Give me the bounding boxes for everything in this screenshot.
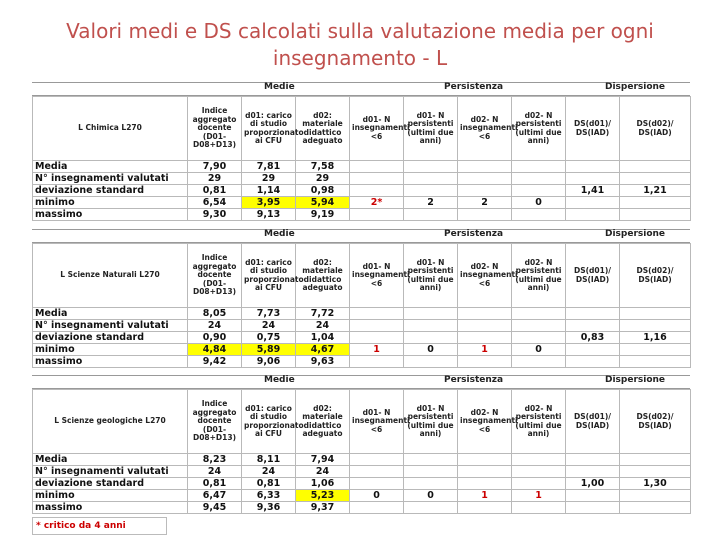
group-label-persistenza: Persistenza	[444, 82, 504, 92]
table-cell: 0,81	[188, 185, 242, 197]
table-row	[33, 466, 691, 478]
column-header: DS(d02)/ DS(IAD)	[620, 97, 691, 161]
table-cell: 1	[350, 344, 404, 356]
table-cell	[566, 308, 620, 320]
table-cell	[620, 490, 691, 502]
table-row	[33, 161, 691, 173]
table-cell: 8,23	[188, 454, 242, 466]
table-cell: 6,33	[242, 490, 296, 502]
table-cell	[350, 185, 404, 197]
column-header: Indice aggregato docente (D01-D08+D13)	[188, 390, 242, 454]
table-cell: 9,13	[242, 209, 296, 221]
table-cell: 2	[404, 197, 458, 209]
column-header: d02- N persistenti (ultimi due anni)	[512, 244, 566, 308]
row-label: massimo	[33, 209, 188, 221]
table-cell	[350, 478, 404, 490]
table-cell: 29	[242, 173, 296, 185]
table-cell: 1,06	[296, 478, 350, 490]
table-cell	[566, 490, 620, 502]
column-header: d01- N persistenti (ultimi due anni)	[404, 97, 458, 161]
table-cell: 7,72	[296, 308, 350, 320]
table-cell	[620, 173, 691, 185]
table-cell	[458, 185, 512, 197]
table-cell	[404, 466, 458, 478]
table-cell: 8,05	[188, 308, 242, 320]
table-cell	[620, 344, 691, 356]
table-cell	[566, 356, 620, 368]
table-cell: 1	[458, 344, 512, 356]
table-cell	[404, 454, 458, 466]
table-cell: 29	[296, 173, 350, 185]
table-cell	[566, 209, 620, 221]
table-cell: 6,47	[188, 490, 242, 502]
group-label-dispersione: Dispersione	[605, 82, 666, 92]
table-row	[33, 502, 691, 514]
table-cell: 7,94	[296, 454, 350, 466]
column-header: Indice aggregato docente (D01-D08+D13)	[188, 244, 242, 308]
table-cell: 24	[296, 466, 350, 478]
table-cell	[566, 320, 620, 332]
table-cell	[350, 161, 404, 173]
table-cell	[350, 454, 404, 466]
table-cell	[566, 502, 620, 514]
row-label: deviazione standard	[33, 185, 188, 197]
table-cell	[620, 209, 691, 221]
data-table	[32, 389, 691, 514]
table-cell: 9,30	[188, 209, 242, 221]
table-cell: 29	[188, 173, 242, 185]
table-cell	[458, 320, 512, 332]
column-header: d01: carico di studio proporzionato ai CFU	[242, 390, 296, 454]
column-header: d02- N persistenti (ultimi due anni)	[512, 97, 566, 161]
table-cell: 1,00	[566, 478, 620, 490]
column-header: DS(d02)/ DS(IAD)	[620, 244, 691, 308]
table-cell: 24	[242, 320, 296, 332]
table-cell: 24	[242, 466, 296, 478]
row-label: N° insegnamenti valutati	[33, 173, 188, 185]
table-cell	[404, 209, 458, 221]
table-cell	[458, 478, 512, 490]
column-group-header	[32, 375, 690, 389]
row-label: Media	[33, 161, 188, 173]
row-label: massimo	[33, 502, 188, 514]
table-cell	[350, 466, 404, 478]
table-cell	[350, 173, 404, 185]
table-cell	[620, 320, 691, 332]
table-cell	[404, 161, 458, 173]
table-cell: 24	[296, 320, 350, 332]
table-cell	[512, 320, 566, 332]
group-label-persistenza: Persistenza	[444, 229, 504, 239]
column-header: d02- N insegnamenti <6	[458, 390, 512, 454]
table-cell	[566, 173, 620, 185]
table-cell	[458, 308, 512, 320]
table-cell	[350, 356, 404, 368]
table-cell	[512, 185, 566, 197]
table-block	[32, 229, 690, 368]
table-cell: 7,73	[242, 308, 296, 320]
table-cell: 0	[512, 197, 566, 209]
table-row	[33, 173, 691, 185]
table-cell	[620, 454, 691, 466]
table-cell	[512, 466, 566, 478]
column-header: d01: carico di studio proporzionato ai CFU	[242, 97, 296, 161]
table-cell: 6,54	[188, 197, 242, 209]
table-cell: 1,41	[566, 185, 620, 197]
table-cell: 5,94	[296, 197, 350, 209]
table-row	[33, 209, 691, 221]
table-cell	[512, 478, 566, 490]
table-cell: 24	[188, 466, 242, 478]
table-cell	[566, 454, 620, 466]
row-label: Media	[33, 454, 188, 466]
table-cell: 4,67	[296, 344, 350, 356]
row-label: N° insegnamenti valutati	[33, 320, 188, 332]
column-header: DS(d01)/ DS(IAD)	[566, 97, 620, 161]
column-header: DS(d01)/ DS(IAD)	[566, 244, 620, 308]
footnote: * critico da 4 anni	[32, 517, 167, 535]
table-cell: 1,21	[620, 185, 691, 197]
table-cell	[512, 209, 566, 221]
table-cell	[512, 332, 566, 344]
row-label: N° insegnamenti valutati	[33, 466, 188, 478]
table-cell	[566, 197, 620, 209]
column-header: d01: carico di studio proporzionato ai CFU	[242, 244, 296, 308]
table-cell	[404, 332, 458, 344]
table-cell: 1,14	[242, 185, 296, 197]
table-cell	[566, 161, 620, 173]
table-cell: 0,90	[188, 332, 242, 344]
column-header: d01- N persistenti (ultimi due anni)	[404, 390, 458, 454]
table-cell	[512, 454, 566, 466]
group-label-dispersione: Dispersione	[605, 229, 666, 239]
table-cell: 3,95	[242, 197, 296, 209]
table-cell: 0,98	[296, 185, 350, 197]
table-cell	[350, 332, 404, 344]
column-group-header	[32, 82, 690, 96]
header-row	[33, 244, 691, 308]
table-cell	[404, 185, 458, 197]
row-label: minimo	[33, 490, 188, 502]
table-cell: 1,30	[620, 478, 691, 490]
column-header: DS(d02)/ DS(IAD)	[620, 390, 691, 454]
table-cell	[620, 356, 691, 368]
table-cell	[566, 466, 620, 478]
table-cell: 9,45	[188, 502, 242, 514]
table-cell: 4,84	[188, 344, 242, 356]
course-name: L Scienze geologiche L270	[33, 390, 188, 454]
table-cell	[404, 320, 458, 332]
table-cell: 24	[188, 320, 242, 332]
table-cell	[458, 356, 512, 368]
table-cell: 1,16	[620, 332, 691, 344]
column-header: d02: materiale didattico adeguato	[296, 244, 350, 308]
group-label-medie: Medie	[264, 82, 295, 92]
table-cell	[404, 478, 458, 490]
table-cell: 9,37	[296, 502, 350, 514]
table-cell	[458, 209, 512, 221]
table-cell	[458, 502, 512, 514]
table-cell: 5,23	[296, 490, 350, 502]
table-cell	[404, 356, 458, 368]
table-row	[33, 490, 691, 502]
data-table	[32, 243, 691, 368]
table-row	[33, 478, 691, 490]
column-header: d02: materiale didattico adeguato	[296, 97, 350, 161]
table-row	[33, 308, 691, 320]
group-label-dispersione: Dispersione	[605, 375, 666, 385]
course-name: L Chimica L270	[33, 97, 188, 161]
table-cell	[458, 454, 512, 466]
table-cell: 0,81	[188, 478, 242, 490]
table-cell	[512, 356, 566, 368]
table-cell: 7,81	[242, 161, 296, 173]
row-label: minimo	[33, 344, 188, 356]
page-title: Valori medi e DS calcolati sulla valutazione media per ogni insegnamento - L	[66, 19, 654, 70]
table-cell	[512, 173, 566, 185]
table-cell: 9,06	[242, 356, 296, 368]
table-cell	[404, 308, 458, 320]
header-row	[33, 390, 691, 454]
table-row	[33, 197, 691, 209]
table-row	[33, 344, 691, 356]
group-label-medie: Medie	[264, 375, 295, 385]
column-header: d02: materiale didattico adeguato	[296, 390, 350, 454]
table-cell: 0,81	[242, 478, 296, 490]
table-cell: 0,83	[566, 332, 620, 344]
table-cell: 0	[350, 490, 404, 502]
table-cell: 0	[512, 344, 566, 356]
table-cell	[512, 161, 566, 173]
row-label: massimo	[33, 356, 188, 368]
table-cell: 7,58	[296, 161, 350, 173]
table-block	[32, 375, 690, 514]
table-cell	[458, 161, 512, 173]
column-header: d02- N insegnamenti <6	[458, 244, 512, 308]
table-cell	[350, 320, 404, 332]
table-row	[33, 454, 691, 466]
column-header: d01- N persistenti (ultimi due anni)	[404, 244, 458, 308]
column-header: d02- N persistenti (ultimi due anni)	[512, 390, 566, 454]
row-label: Media	[33, 308, 188, 320]
column-header: d01- N insegnamenti <6	[350, 390, 404, 454]
table-cell: 0	[404, 344, 458, 356]
table-cell: 1	[512, 490, 566, 502]
table-cell: 0	[404, 490, 458, 502]
data-table	[32, 96, 691, 221]
column-header: d02- N insegnamenti <6	[458, 97, 512, 161]
row-label: deviazione standard	[33, 332, 188, 344]
group-label-medie: Medie	[264, 229, 295, 239]
header-row	[33, 97, 691, 161]
table-cell: 9,63	[296, 356, 350, 368]
table-row	[33, 185, 691, 197]
table-cell	[458, 466, 512, 478]
column-header: DS(d01)/ DS(IAD)	[566, 390, 620, 454]
table-cell: 5,89	[242, 344, 296, 356]
table-block	[32, 82, 690, 221]
table-cell: 1,04	[296, 332, 350, 344]
table-cell	[620, 466, 691, 478]
table-cell: 9,36	[242, 502, 296, 514]
table-cell	[404, 173, 458, 185]
row-label: minimo	[33, 197, 188, 209]
table-cell	[620, 502, 691, 514]
table-cell	[350, 209, 404, 221]
table-cell: 9,42	[188, 356, 242, 368]
table-row	[33, 320, 691, 332]
table-cell: 2	[458, 197, 512, 209]
table-cell	[458, 332, 512, 344]
table-cell	[620, 308, 691, 320]
table-cell	[350, 308, 404, 320]
table-cell	[566, 344, 620, 356]
row-label: deviazione standard	[33, 478, 188, 490]
table-cell	[350, 502, 404, 514]
table-cell	[620, 161, 691, 173]
table-row	[33, 332, 691, 344]
table-cell	[512, 308, 566, 320]
table-cell: 1	[458, 490, 512, 502]
table-cell: 7,90	[188, 161, 242, 173]
table-cell	[458, 173, 512, 185]
course-name: L Scienze Naturali L270	[33, 244, 188, 308]
table-cell: 8,11	[242, 454, 296, 466]
table-cell	[512, 502, 566, 514]
table-cell	[620, 197, 691, 209]
group-label-persistenza: Persistenza	[444, 375, 504, 385]
table-row	[33, 356, 691, 368]
column-header: d01- N insegnamenti <6	[350, 97, 404, 161]
column-header: Indice aggregato docente (D01-D08+D13)	[188, 97, 242, 161]
table-cell: 9,19	[296, 209, 350, 221]
column-group-header	[32, 229, 690, 243]
table-cell: 0,75	[242, 332, 296, 344]
column-header: d01- N insegnamenti <6	[350, 244, 404, 308]
table-cell: 2*	[350, 197, 404, 209]
table-cell	[404, 502, 458, 514]
